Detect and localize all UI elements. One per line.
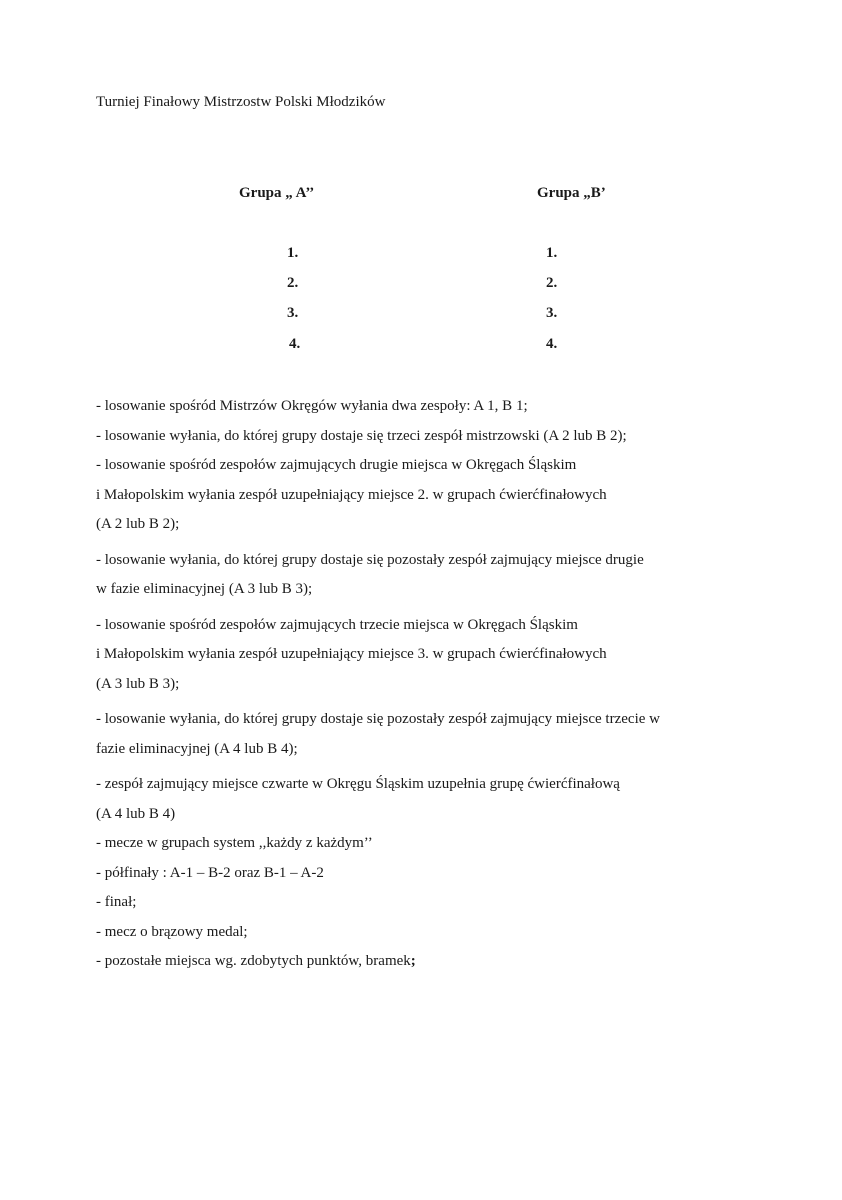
rule-line: - losowanie wyłania, do której grupy dostaje się pozostały zespół zajmujący miejsce trzecie w [96,711,660,727]
group-b-slot: 1. [546,245,558,261]
rule-line: - mecze w grupach system ,,każdy z każdym’’ [96,835,373,851]
rule-line: i Małopolskim wyłania zespół uzupełniający miejsce 3. w grupach ćwierćfinałowych [96,646,607,662]
rule-line: - półfinały : A-1 – B-2 oraz B-1 – A-2 [96,864,324,881]
group-b-slot: 3. [546,305,558,321]
last-rule-line [96,947,776,977]
rule-line: (A 4 lub B 4) [96,805,176,822]
group-a-slot: 4. [289,336,301,352]
rule-line: - losowanie spośród zespołów zajmujących trzecie miejsca w Okręgach Śląskim [96,616,578,633]
last-rule-tail: ; [410,953,416,969]
rule-line: i Małopolskim wyłania zespół uzupełniający miejsce 2. w grupach ćwierćfinałowych [96,486,607,503]
group-b-heading: Grupa „B’ [537,185,606,201]
group-a-heading: Grupa „ A’’ [239,185,315,201]
last-rule-text: - pozostałe miejsca wg. zdobytych punktów, bramek [96,953,411,969]
rule-line: - finał; [96,894,137,910]
rule-line: - losowanie spośród zespołów zajmujących drugie miejsca w Okręgach Śląskim [96,457,577,473]
rule-line: - losowanie spośród Mistrzów Okręgów wyłania dwa zespoły: A 1, B 1; [96,398,528,414]
rules-list [96,392,776,977]
rule-line: - losowanie wyłania, do której grupy dostaje się pozostały zespół zajmujący miejsce drugie [96,551,644,568]
rule-line: w fazie eliminacyjnej (A 3 lub B 3); [96,581,313,597]
rule-line: (A 3 lub B 3); [96,675,180,692]
group-a-slot: 2. [287,275,299,291]
rule-line: - mecz o brązowy medal; [96,923,248,940]
rule-line: - zespół zajmujący miejsce czwarte w Okręgu Śląskim uzupełnia grupę ćwierćfinałową [96,776,620,792]
group-a-slot: 1. [287,245,299,261]
rule-line: (A 2 lub B 2); [96,516,180,532]
group-b-slot: 4. [546,336,558,352]
page-title: Turniej Finałowy Mistrzostw Polski Młodzików [96,94,386,110]
group-a-slot: 3. [287,305,299,321]
rule-line: - losowanie wyłania, do której grupy dostaje się trzeci zespół mistrzowski (A 2 lub B 2); [96,427,627,444]
rule-line: fazie eliminacyjnej (A 4 lub B 4); [96,740,298,757]
group-b-slot: 2. [546,275,558,291]
